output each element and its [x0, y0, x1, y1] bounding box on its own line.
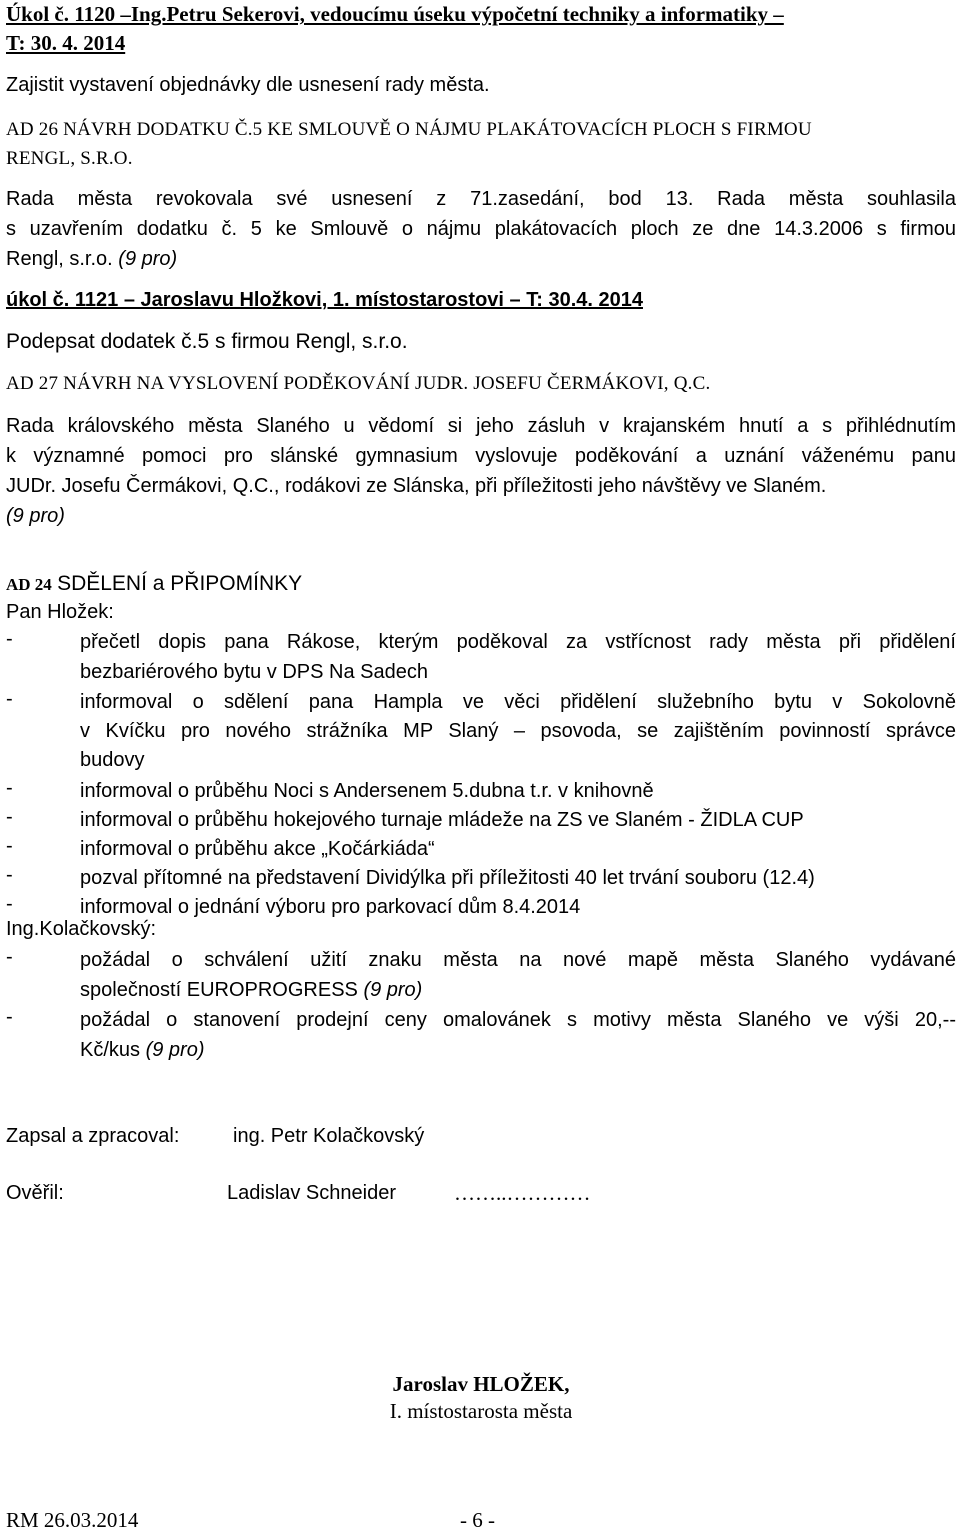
ad26-paragraph-line2: s uzavřením dodatku č. 5 ke Smlouvě o nájmu plakátovacích ploch ze dne 14.3.2006 s firmou — [6, 218, 956, 240]
vote-note: (9 pro) — [363, 979, 423, 1001]
ad26-heading-cont: RENGL, S.R.O. — [6, 148, 133, 169]
list-item — [6, 777, 956, 806]
list-dash: - — [6, 1006, 13, 1028]
list-item-line: informoval o průběhu akce „Kočárkiáda“ — [80, 838, 435, 860]
recorded-by-label: Zapsal a zpracoval: — [6, 1125, 180, 1147]
recorded-by-name: ing. Petr Kolačkovský — [233, 1125, 425, 1147]
ad27-heading: AD 27 NÁVRH NA VYSLOVENÍ PODĚKOVÁNÍ JUDR. JOSEFU ČERMÁKOVI, Q.C. — [6, 373, 711, 394]
task-1121-text: Podepsat dodatek č.5 s firmou Rengl, s.r.o. — [6, 330, 408, 353]
list-item-line: přečetl dopis pana Rákose, kterým poděkoval za vstřícnost rady města při přidělení — [80, 631, 956, 653]
list-item — [6, 688, 956, 777]
list-item — [6, 946, 956, 1006]
footer-date: RM 26.03.2014 — [6, 1508, 139, 1532]
ad26-vote: (9 pro) — [118, 248, 178, 270]
ad27-paragraph-line1: Rada královského města Slaného u vědomí si jeho zásluh v krajanském hnutí a s přihlédnutím — [6, 415, 956, 437]
signature-dots: ……..………… — [454, 1181, 591, 1205]
speaker-kolackovsky: Ing.Kolačkovský: — [6, 918, 157, 940]
list-item-line: budovy — [80, 749, 145, 771]
task-1120-deadline: T: 30. 4. 2014 — [6, 31, 126, 55]
list-item — [6, 806, 956, 835]
ad26-paragraph-end: Rengl, s.r.o. — [6, 248, 113, 270]
list-item — [6, 1006, 956, 1066]
list-dash: - — [6, 864, 13, 886]
verified-by-label: Ověřil: — [6, 1182, 64, 1204]
list-dash: - — [6, 946, 13, 968]
list-dash: - — [6, 806, 13, 828]
list-item-line: požádal o schválení užití znaku města na nové mapě města Slaného vydávané — [80, 949, 956, 971]
signatory-title: I. místostarosta města — [389, 1399, 573, 1423]
ad24-prefix: AD 24 — [6, 575, 52, 594]
list-dash: - — [6, 893, 13, 915]
hlozek-list — [6, 628, 956, 922]
list-item-line — [80, 1036, 956, 1064]
list-item-line: bezbariérového bytu v DPS Na Sadech — [80, 661, 428, 683]
task-1120-heading — [6, 2, 784, 26]
list-item-line: informoval o průběhu hokejového turnaje mládeže na ZS ve Slaném - ŽIDLA CUP — [80, 809, 804, 831]
verified-by-name: Ladislav Schneider — [227, 1182, 396, 1204]
ad26-paragraph-line1: Rada města revokovala své usnesení z 71.zasedání, bod 13. Rada města souhlasila — [6, 188, 956, 210]
list-item-text: Kč/kus — [80, 1039, 141, 1061]
task-1120-text: Zajistit vystavení objednávky dle usnesení rady města. — [6, 74, 490, 96]
list-dash: - — [6, 628, 13, 650]
ad27-vote: (9 pro) — [6, 505, 65, 527]
list-dash: - — [6, 688, 13, 710]
task-1121-heading: úkol č. 1121 – Jaroslavu Hložkovi, 1. místostarostovi – T: 30.4. 2014 — [6, 289, 643, 311]
task-1120-heading-line1: Úkol č. 1120 –Ing.Petru Sekerovi, vedoucímu úseku výpočetní techniky a informatiky – — [6, 2, 784, 26]
speaker-hlozek: Pan Hložek: — [6, 601, 114, 623]
list-dash: - — [6, 835, 13, 857]
ad26-heading: AD 26 NÁVRH DODATKU Č.5 KE SMLOUVĚ O NÁJMU PLAKÁTOVACÍCH PLOCH S FIRMOU — [6, 119, 812, 140]
list-item-text: společností EUROPROGRESS — [80, 979, 358, 1001]
list-item-line: informoval o sdělení pana Hampla ve věci přidělení služebního bytu v Sokolovně — [80, 691, 956, 713]
ad27-paragraph-line3: JUDr. Josefu Čermákovi, Q.C., rodákovi ze Slánska, při příležitosti jeho návštěvy ve Slaném. — [6, 475, 827, 497]
list-item — [6, 628, 956, 688]
list-dash: - — [6, 777, 13, 799]
list-item-line — [80, 976, 956, 1004]
list-item-line: informoval o průběhu Noci s Andersenem 5.dubna t.r. v knihovně — [80, 780, 654, 802]
list-item-line: v Kvíčku pro nového strážníka MP Slaný – psovoda, se zajištěním povinností správce — [80, 720, 956, 742]
list-item-line: požádal o stanovení prodejní ceny omalovánek s motivy města Slaného ve výši 20,-- — [80, 1009, 956, 1031]
signatory-name: Jaroslav HLOŽEK, — [392, 1372, 570, 1396]
list-item — [6, 864, 956, 893]
page-number: - 6 - — [460, 1508, 495, 1532]
ad26-paragraph-line3 — [6, 247, 177, 271]
list-item — [6, 835, 956, 864]
list-item-line: pozval přítomné na představení Dividýlka při příležitosti 40 let trvání souboru (12.4) — [80, 867, 815, 889]
ad24-heading — [6, 571, 302, 597]
list-item-line: informoval o jednání výboru pro parkovací dům 8.4.2014 — [80, 896, 581, 918]
ad27-paragraph-line2: k významné pomoci pro slánské gymnasium vyslovuje poděkování a uznání váženému panu — [6, 445, 956, 467]
vote-note: (9 pro) — [145, 1039, 205, 1061]
ad24-title: SDĚLENÍ a PŘIPOMÍNKY — [57, 572, 303, 595]
kolackovsky-list — [6, 946, 956, 1066]
